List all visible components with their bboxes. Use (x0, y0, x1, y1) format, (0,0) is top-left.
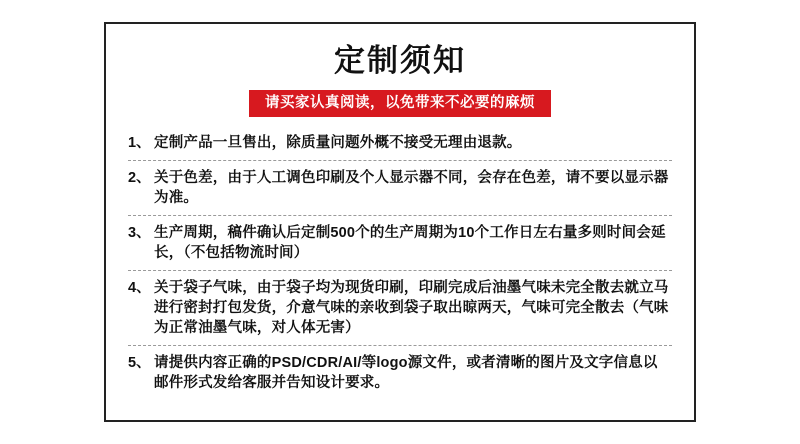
subtitle-banner-wrap (128, 90, 672, 117)
list-item-number: 2、 (128, 170, 151, 186)
list-item-number: 1、 (128, 135, 151, 151)
page-title: 定制须知 (334, 43, 466, 78)
list-item (128, 168, 672, 212)
subtitle-banner: 请买家认真阅读，以免带来不必要的麻烦 (249, 90, 551, 117)
list-item (128, 223, 672, 267)
list-item-text: 请提供内容正确的PSD/CDR/AI/等logo源文件，或者清晰的图片及文字信息以邮件形式发给客服并告知设计要求。 (154, 355, 658, 391)
list-item-number: 3、 (128, 225, 151, 241)
list-item-text: 定制产品一旦售出，除质量问题外概不接受无理由退款。 (154, 135, 522, 151)
notice-list (128, 133, 672, 397)
list-item-text: 关于袋子气味，由于袋子均为现货印刷，印刷完成后油墨气味未完全散去就立马进行密封打包发货，介意气味的亲收到袋子取出晾两天，气味可完全散去（气味为正常油墨气味，对人体无害） (154, 280, 669, 336)
notice-card (104, 22, 696, 422)
list-item (128, 133, 672, 157)
divider (128, 160, 672, 161)
list-item-number: 4、 (128, 280, 151, 296)
divider (128, 345, 672, 346)
list-item (128, 278, 672, 342)
list-item-number: 5、 (128, 355, 151, 371)
list-item (128, 353, 672, 397)
divider (128, 215, 672, 216)
list-item-text: 生产周期，稿件确认后定制500个的生产周期为10个工作日左右量多则时间会延长，（不包括物流时间） (154, 225, 666, 261)
divider (128, 270, 672, 271)
list-item-text: 关于色差，由于人工调色印刷及个人显示器不同，会存在色差，请不要以显示器为准。 (154, 170, 669, 206)
